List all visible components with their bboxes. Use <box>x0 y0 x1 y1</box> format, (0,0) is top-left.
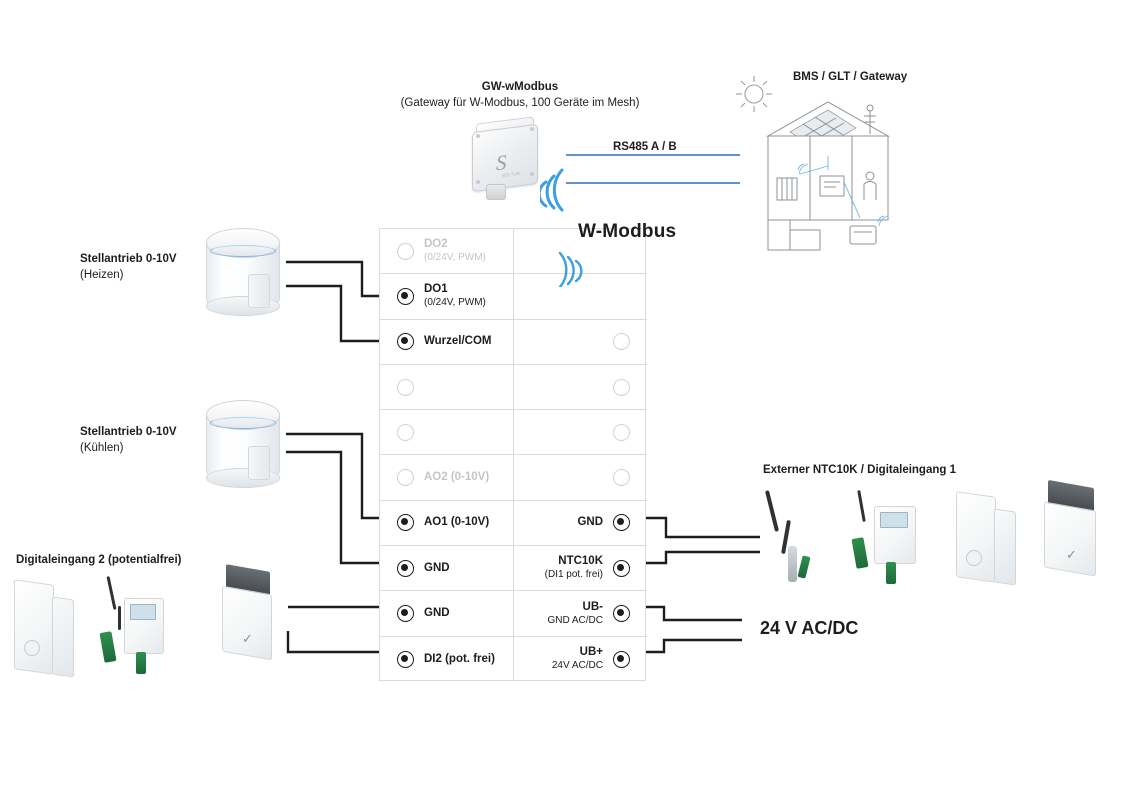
window-contact-body <box>14 579 54 675</box>
terminal-dot-icon <box>613 514 630 531</box>
terminal-row <box>380 456 647 501</box>
gateway-logo: S <box>496 149 507 176</box>
check-icon: ✓ <box>242 631 253 646</box>
terminal-sublabel: GND AC/DC <box>547 614 603 626</box>
terminal-dot-icon <box>397 243 414 260</box>
gateway-screw <box>530 127 534 131</box>
sensor-cable <box>106 576 116 610</box>
sensor-display <box>130 604 156 620</box>
terminal-dot-icon <box>397 333 414 350</box>
sensor-display <box>880 512 908 528</box>
window-contact-button[interactable] <box>966 550 982 566</box>
terminal-label: AO2 (0-10V) <box>424 471 490 484</box>
terminal-dot-icon <box>397 514 414 531</box>
sensor-cable <box>857 490 866 522</box>
terminal-row <box>380 546 647 591</box>
terminal-gnd-left-1[interactable] <box>380 546 513 590</box>
label-line-2: (Kühlen) <box>80 442 124 454</box>
terminal-dot-icon <box>397 605 414 622</box>
terminal-row <box>380 637 647 682</box>
window-contact-magnet <box>994 508 1016 585</box>
terminal-dot-icon <box>613 379 630 396</box>
window-contact-body <box>956 491 996 583</box>
terminal-ntc10k[interactable] <box>514 546 647 590</box>
label-line-1: Stellantrieb 0-10V <box>80 426 177 438</box>
terminal-left-unused <box>380 365 513 409</box>
terminal-sublabel: (0/24V, PWM) <box>424 297 486 309</box>
terminal-label: GND <box>577 516 603 529</box>
probe-tip <box>788 546 797 582</box>
cable-sensor-device-right <box>848 490 934 590</box>
terminal-label: DO2 <box>424 238 448 251</box>
terminal-ub-plus[interactable] <box>514 637 647 682</box>
label-line-1: Externer NTC10K / Digitaleingang 1 <box>763 464 956 476</box>
terminal-dot-icon <box>397 651 414 668</box>
terminal-row <box>380 501 647 546</box>
terminal-ao2[interactable] <box>380 456 513 500</box>
terminal-label: NTC10K <box>558 555 603 568</box>
window-contact-magnet <box>52 596 74 677</box>
terminal-row <box>380 274 647 319</box>
sensor-probe <box>886 562 896 584</box>
actuator-connector <box>248 446 270 480</box>
terminal-sublabel: (0/24V, PWM) <box>424 252 486 264</box>
gateway-model-text: WS-TUR <box>502 170 520 179</box>
terminal-row <box>380 591 647 636</box>
rs485-label: RS485 A / B <box>613 141 677 153</box>
actuator-cooling-device <box>200 400 286 492</box>
terminal-sublabel: (DI1 pot. frei) <box>544 569 603 581</box>
wall-module-left <box>208 568 278 670</box>
terminal-label: GND <box>424 607 450 620</box>
terminal-right-unused <box>514 320 647 364</box>
cable-sensor-device-left <box>92 576 178 686</box>
sensor-probe <box>136 652 146 674</box>
label-line-1: Stellantrieb 0-10V <box>80 253 177 265</box>
probe-connector <box>797 555 810 578</box>
window-contact-device-right <box>952 490 1026 590</box>
terminal-label: GND <box>424 561 450 574</box>
wall-module-right <box>1032 484 1104 586</box>
label-line-1: Digitaleingang 2 (potentialfrei) <box>16 554 182 566</box>
gateway-screw <box>476 180 480 184</box>
terminal-dot-icon <box>613 469 630 486</box>
label-digital-input-2 <box>16 553 181 567</box>
terminal-row <box>380 410 647 455</box>
label-external-ntc <box>763 463 956 477</box>
wall-module-body <box>1044 501 1096 576</box>
terminal-label: Wurzel/COM <box>424 335 492 348</box>
terminal-right-unused <box>514 456 647 500</box>
gateway-screw <box>530 172 534 176</box>
terminal-wurzel-com[interactable] <box>380 320 513 364</box>
terminal-do2[interactable] <box>380 229 513 273</box>
terminal-left-unused <box>380 410 513 454</box>
terminal-label: UB- <box>582 600 603 613</box>
gateway-subtitle: (Gateway für W-Modbus, 100 Geräte im Mesh) <box>400 97 640 109</box>
terminal-right-unused <box>514 365 647 409</box>
label-line-2: (Heizen) <box>80 269 124 281</box>
actuator-heating-device <box>200 228 286 320</box>
terminal-dot-icon <box>613 651 630 668</box>
terminal-dot-icon <box>397 560 414 577</box>
label-power-supply: 24 V AC/DC <box>760 618 859 638</box>
label-actuator-heating <box>80 252 210 282</box>
terminal-dot-icon <box>613 560 630 577</box>
ntc-cable-probe <box>766 490 844 590</box>
terminal-label: UB+ <box>579 646 603 659</box>
terminal-gnd-left-2[interactable] <box>380 591 513 635</box>
terminal-block <box>379 228 646 681</box>
terminal-dot-icon <box>397 469 414 486</box>
check-icon: ✓ <box>1066 547 1077 562</box>
terminal-sublabel: 24V AC/DC <box>551 660 603 672</box>
terminal-dot-icon <box>397 288 414 305</box>
terminal-label: AO1 (0-10V) <box>424 516 490 529</box>
actuator-led-ring <box>210 245 276 257</box>
label-actuator-cooling <box>80 425 210 455</box>
terminal-label: DO1 <box>424 283 448 296</box>
window-contact-button[interactable] <box>24 640 40 656</box>
terminal-dot-icon <box>613 605 630 622</box>
gateway-cable-gland <box>486 184 506 200</box>
probe-cable <box>765 490 779 532</box>
terminal-dot-icon <box>397 379 414 396</box>
bms-house-graphic <box>732 70 924 260</box>
sensor-connector <box>99 631 116 663</box>
terminal-dot-icon <box>613 424 630 441</box>
terminal-ub-minus[interactable] <box>514 591 647 635</box>
wall-module-body <box>222 586 272 661</box>
terminal-row <box>380 320 647 365</box>
terminal-di2[interactable] <box>380 637 513 682</box>
wireless-signal-icon <box>540 168 582 212</box>
bms-label: BMS / GLT / Gateway <box>793 71 908 83</box>
terminal-do1[interactable] <box>380 274 513 318</box>
gateway-title: GW-wModbus <box>481 81 559 93</box>
actuator-connector <box>248 274 270 308</box>
terminal-right-unused <box>514 410 647 454</box>
terminal-row <box>380 365 647 410</box>
terminal-gnd-right[interactable] <box>514 501 647 545</box>
window-contact-device-left <box>14 576 84 686</box>
wireless-signal-icon <box>552 245 592 287</box>
actuator-led-ring <box>210 417 276 429</box>
sensor-connector <box>851 537 868 569</box>
gateway-screw <box>476 134 480 138</box>
wmodbus-label: W-Modbus <box>578 221 677 242</box>
terminal-ao1[interactable] <box>380 501 513 545</box>
terminal-dot-icon <box>613 333 630 350</box>
terminal-dot-icon <box>397 424 414 441</box>
terminal-label: DI2 (pot. frei) <box>424 652 495 665</box>
sensor-cable <box>118 606 121 630</box>
